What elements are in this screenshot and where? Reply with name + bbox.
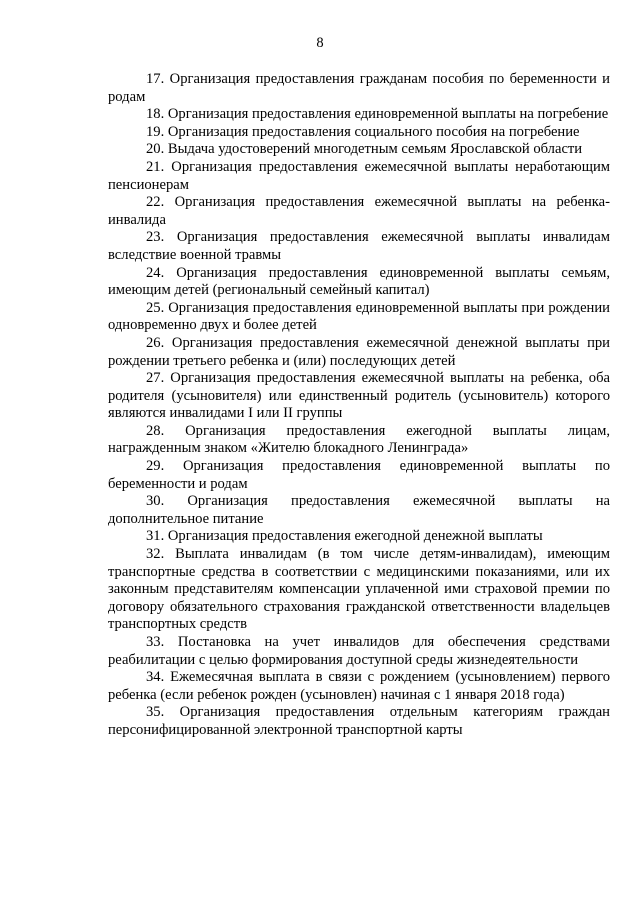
list-item: 32. Выплата инвалидам (в том числе детям-инвалидам), имеющим транспортные средства в соответствии с медицинскими показаниями, или их законным представителям компенсации уплаченной ими страховой премии по договору обязательного страхования гражданской ответственности владельцев транспортных средств: [108, 546, 610, 633]
list-item: 30. Организация предоставления ежемесячной выплаты на дополнительное питание: [108, 493, 610, 527]
list-item: 22. Организация предоставления ежемесячной выплаты на ребенка-инвалида: [108, 194, 610, 228]
list-item: 28. Организация предоставления ежегодной выплаты лицам, награжденным знаком «Жителю блокадного Ленинграда»: [108, 422, 610, 457]
service-list: [108, 71, 610, 740]
list-item: 33. Постановка на учет инвалидов для обеспечения средствами реабилитации с целью формирования доступной среды жизнедеятельности: [108, 634, 610, 668]
list-item: 19. Организация предоставления социального пособия на погребение: [146, 123, 580, 140]
list-item: 18. Организация предоставления единовременной выплаты на погребение: [146, 106, 609, 123]
list-item: 27. Организация предоставления ежемесячной выплаты на ребенка, оба родителя (усыновителя) или единственный родитель (усыновитель) которого являются инвалидами I или II группы: [108, 370, 610, 422]
list-item: 34. Ежемесячная выплата в связи с рождением (усыновлением) первого ребенка (если ребенок рожден (усыновлен) начиная с 1 января 2018 года): [108, 669, 610, 703]
list-item: 17. Организация предоставления гражданам пособия по беременности и родам: [108, 71, 610, 105]
list-item: 20. Выдача удостоверений многодетным семьям Ярославской области: [146, 141, 583, 158]
list-item: 31. Организация предоставления ежегодной денежной выплаты: [146, 528, 543, 545]
list-item: 35. Организация предоставления отдельным категориям граждан персонифицированной электронной транспортной карты: [108, 704, 610, 738]
list-item: 24. Организация предоставления единовременной выплаты семьям, имеющим детей (региональный семейный капитал): [108, 264, 610, 299]
list-item: 21. Организация предоставления ежемесячной выплаты неработающим пенсионерам: [108, 158, 610, 193]
list-item: 25. Организация предоставления единовременной выплаты при рождении одновременно двух и более детей: [108, 299, 610, 334]
list-item: 23. Организация предоставления ежемесячной выплаты инвалидам вследствие военной травмы: [108, 229, 610, 263]
list-item: 29. Организация предоставления единовременной выплаты по беременности и родам: [108, 458, 610, 492]
page-number: 8: [316, 35, 324, 51]
list-item: 26. Организация предоставления ежемесячной денежной выплаты при рождении третьего ребенка и (или) последующих детей: [108, 334, 610, 369]
